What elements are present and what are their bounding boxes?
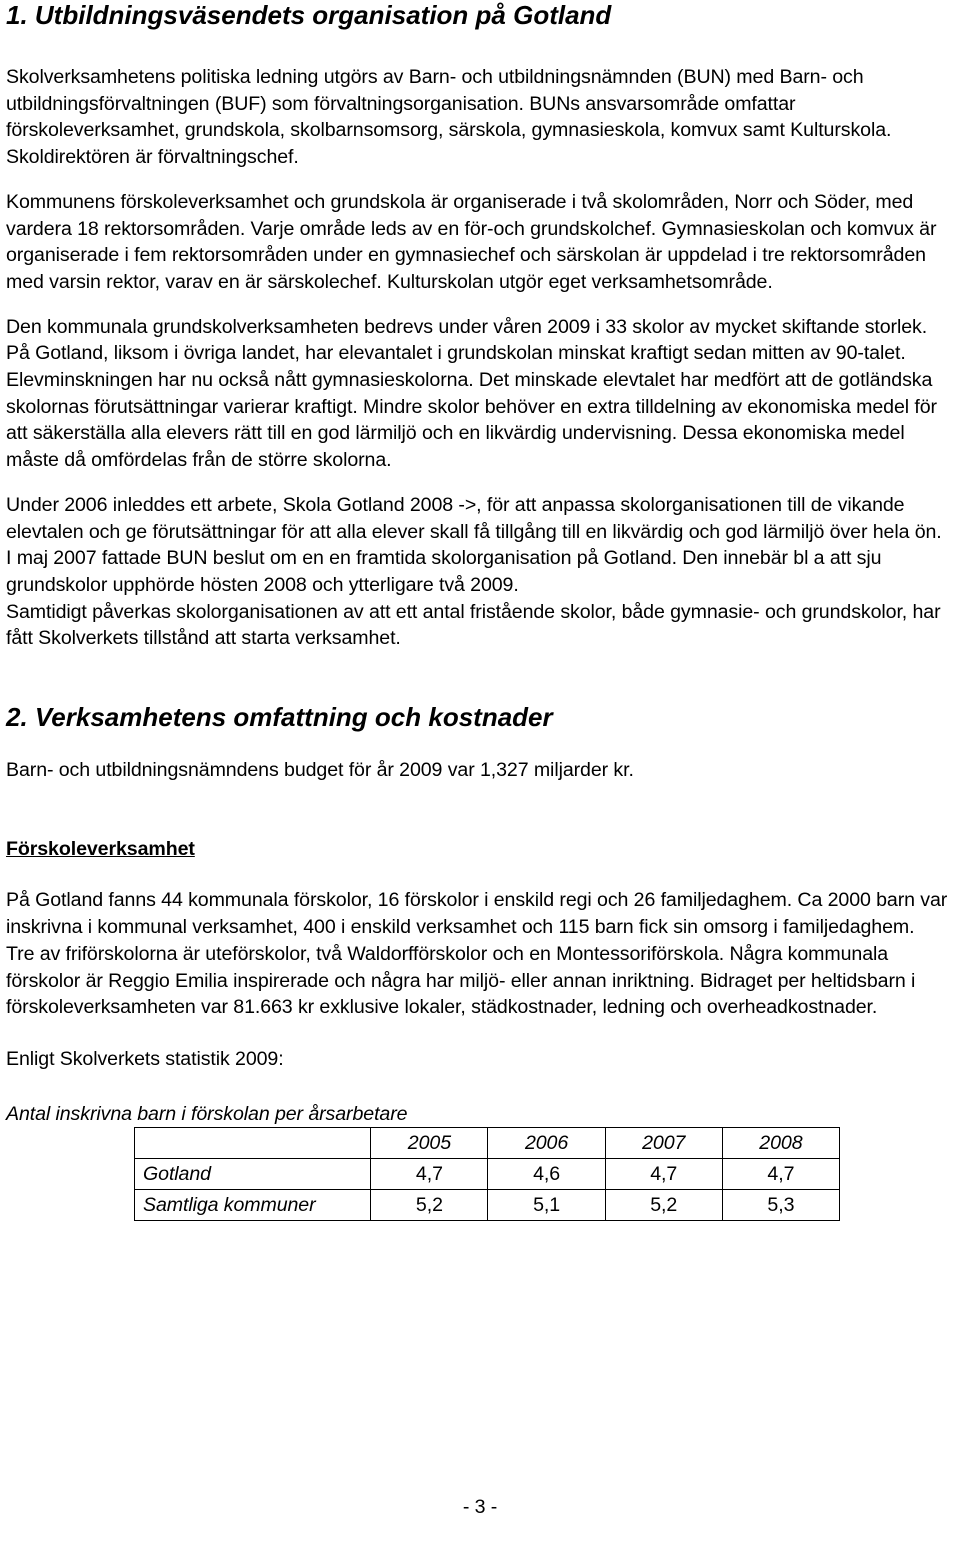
table-header-year: 2005 <box>371 1128 488 1159</box>
section1-paragraph-4: Under 2006 inleddes ett arbete, Skola Gotland 2008 ->, för att anpassa skolorganisationen till de vikande elevtalen och ge förutsättningar för att alla elever skall få tillgång till en likvärdig och god lärmiljö över hela ön. I maj 2007 fattade BUN beslut om en en framtida skolorganisation på Gotland. Den innebär bl a att sju grundskolor upphörde hösten 2008 och ytterligare två 2009. <box>6 493 942 596</box>
table-cell: 5,1 <box>488 1190 605 1221</box>
section2-heading: 2. Verksamhetens omfattning och kostnader <box>6 702 553 733</box>
table-row-label: Samtliga kommuner <box>135 1190 371 1221</box>
statistics-intro: Enligt Skolverkets statistik 2009: <box>6 1047 284 1070</box>
table-row-label: Gotland <box>135 1159 371 1190</box>
budget-statement: Barn- och utbildningsnämndens budget för år 2009 var 1,327 miljarder kr. <box>6 759 634 782</box>
table-cell: 5,2 <box>371 1190 488 1221</box>
table-header-year: 2006 <box>488 1128 605 1159</box>
table-cell: 4,7 <box>722 1159 839 1190</box>
section1-paragraph-5: Samtidigt påverkas skolorganisationen av att ett antal fristående skolor, både gymnasie- och grundskolor, har fått Skolverkets tillstånd att starta verksamhet. <box>6 600 941 650</box>
table-caption: Antal inskrivna barn i förskolan per årsarbetare <box>6 1102 408 1125</box>
section1-heading: 1. Utbildningsväsendets organisation på Gotland <box>6 0 612 30</box>
table-cell: 5,3 <box>722 1190 839 1221</box>
section1-paragraph-1: Skolverksamhetens politiska ledning utgörs av Barn- och utbildningsnämnden (BUN) med Barn- och utbildningsförvaltningen (BUF) som förvaltningsorganisation. BUNs ansvarsområde omfattar förskoleverksamhet, grundskola, skolbarnsomsorg, särskola, gymnasieskola, komvux samt Kulturskola. Skoldirektören är förvaltningschef. <box>6 66 892 169</box>
section2-paragraph-2: Tre av friförskolorna är uteförskolor, två Waldorfförskolor och en Montessoriförskola. Några kommunala förskolor är Reggio Emilia inspirerade och några har miljö- eller annan inriktning. Bidraget per heltidsbarn i förskoleverksamheten var 81.663 kr exklusive lokaler, städkostnader, ledning och overheadkostnader. <box>6 942 916 1019</box>
table-cell: 4,7 <box>605 1159 722 1190</box>
subheading-forskoleverksamhet: Förskoleverksamhet <box>6 837 195 860</box>
table-header-year: 2007 <box>605 1128 722 1159</box>
table-row <box>135 1190 840 1221</box>
section1-paragraph-3: Den kommunala grundskolverksamheten bedrevs under våren 2009 i 33 skolor av mycket skiftande storlek. På Gotland, liksom i övriga landet, har elevantalet i grundskolan minskat kraftigt sedan mitten av 90-talet. Elevminskningen har nu också nått gymnasieskolorna. Det minskade elevtalet har medfört att de gotländska skolornas förutsättningar varierar kraftigt. Mindre skolor behöver en extra tilldelning av ekonomiska medel för att säkerställa alla elevers rätt till en god lärmiljö och en likvärdig undervisning. Dessa ekonomiska medel måste då omfördelas från de större skolorna. <box>6 315 937 472</box>
section1-paragraph-2: Kommunens förskoleverksamhet och grundskola är organiserade i två skolområden, Norr och Söder, med vardera 18 rektorsområden. Varje område leds av en för-och grundskolchef. Gymnasieskolan och komvux är organiserade i fem rektorsområden under en gymnasiechef och särskolan är uppdelad i tre rektorsområden med varsin rektor, varav en är särskolechef. Kulturskolan utgör eget verksamhetsområde. <box>6 190 937 293</box>
statistics-table <box>134 1127 840 1221</box>
table-cell: 4,6 <box>488 1159 605 1190</box>
table-header-year: 2008 <box>722 1128 839 1159</box>
section2-paragraph-1: På Gotland fanns 44 kommunala förskolor, 16 förskolor i enskild regi och 26 familjedaghem. Ca 2000 barn var inskrivna i kommunal verksamhet, 400 i enskild verksamhet och 115 barn fick sin omsorg i familjedaghem. <box>6 889 948 939</box>
table-row <box>135 1159 840 1190</box>
table-cell: 4,7 <box>371 1159 488 1190</box>
table-header-empty <box>135 1128 371 1159</box>
page-number: - 3 - <box>462 1496 498 1518</box>
table-header-row <box>135 1128 840 1159</box>
table-cell: 5,2 <box>605 1190 722 1221</box>
